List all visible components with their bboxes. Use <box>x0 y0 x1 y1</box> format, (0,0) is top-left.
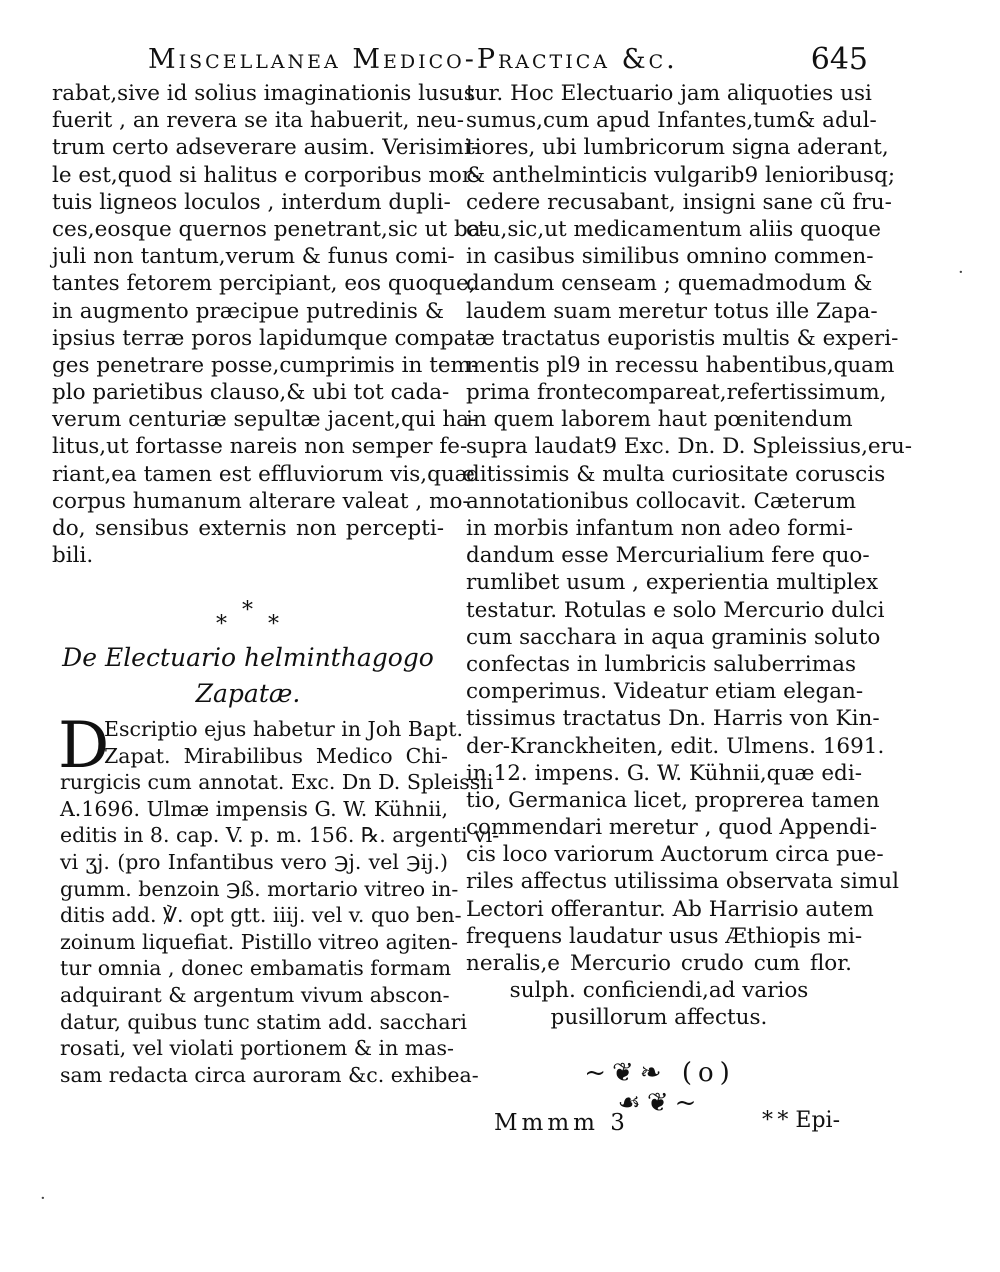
text-line: plo parietibus clauso,& ubi tot cada- <box>52 380 450 406</box>
text-line: ces,eosque quernos penetrant,sic ut ba- <box>52 216 488 242</box>
text-line: zoinum liquefiat. Pistillo vitreo agiten- <box>60 929 458 954</box>
text-line: frequens laudatur usus Æthiopis mi- <box>466 923 863 949</box>
speck-mark: · <box>958 262 964 283</box>
text-line: pusillorum affectus. <box>550 1005 768 1031</box>
running-head-title: Miscellanea Medico-Practica &c. <box>148 44 678 75</box>
asterisk: * <box>242 598 253 623</box>
text-line: adquirant & argentum vivum abscon- <box>60 982 450 1007</box>
signature-mark: Mmmm 3 <box>494 1110 629 1136</box>
heading-line: Zapatæ. <box>195 679 301 708</box>
text-line: ditis add. ℣. opt gtt. iiij. vel v. quo ben- <box>60 903 462 928</box>
speck-mark: · <box>40 1188 46 1209</box>
asterisk: * <box>268 612 279 637</box>
text-line: editis in 8. cap. V. p. m. 156. ℞. argenti vi- <box>60 823 500 848</box>
text-line: cedere recusabant, insigni sane cũ fru- <box>466 189 892 215</box>
text-line: A.1696. Ulmæ impensis G. W. Kühnii, <box>60 796 448 821</box>
text-line: tantes fetorem percipiant, eos quoque, <box>52 271 476 297</box>
text-line: sulph. conficiendi,ad varios <box>509 978 809 1004</box>
printer-ornament: ~❦❧ (o) ☙❦~ <box>584 1058 736 1118</box>
text-line: der-Kranckheiten, edit. Ulmens. 1691. <box>466 733 885 759</box>
text-line: tuis ligneos loculos , interdum dupli- <box>52 189 451 215</box>
text-line: rosati, vel violati portionem & in mas- <box>60 1036 454 1061</box>
text-line: ctu,sic,ut medicamentum aliis quoque <box>466 216 881 242</box>
page-number: 645 <box>810 42 868 77</box>
text-line: ipsius terræ poros lapidumque compa- <box>52 325 474 351</box>
section-break-asterisks <box>200 598 300 638</box>
text-line: Zapat. Mirabilibus Medico Chi- <box>104 743 448 768</box>
catchword: * * Epi- <box>762 1108 840 1133</box>
text-line: trum certo adseverare ausim. Verisimi- <box>52 135 479 161</box>
left-column-text <box>52 80 488 569</box>
text-line: Lectori offerantur. Ab Harrisio autem <box>466 896 874 922</box>
text-line: supra laudat9 Exc. Dn. D. Spleissius,eru- <box>466 434 913 460</box>
text-line: tur omnia , donec embamatis formam <box>60 956 452 981</box>
text-line: Escriptio ejus habetur in Joh Bapt. <box>104 717 463 741</box>
section-heading <box>52 640 444 712</box>
description-paragraph <box>58 709 500 1088</box>
text-line: fuerit , an revera se ita habuerit, neu- <box>52 108 465 134</box>
text-line: prima frontecompareat,refertissimum, <box>466 380 887 406</box>
text-line: datur, quibus tunc statim add. sacchari <box>60 1009 467 1034</box>
text-line: verum centuriæ sepultæ jacent,qui ha- <box>52 407 477 433</box>
drop-capital: D <box>58 709 110 783</box>
text-line: in morbis infantum non adeo formi- <box>466 516 853 541</box>
text-line: tiores, ubi lumbricorum signa aderant, <box>466 135 889 161</box>
asterisk: * <box>216 612 227 637</box>
text-line: tæ tractatus euporistis multis & experi- <box>466 325 899 351</box>
text-line: bili. <box>52 543 94 569</box>
text-line: in augmento præcipue putredinis & <box>52 298 444 324</box>
text-line: laudem suam meretur totus ille Zapa- <box>466 298 878 324</box>
text-line: juli non tantum,verum & funus comi- <box>52 244 455 270</box>
text-line: dandum esse Mercurialium fere quo- <box>466 543 870 569</box>
text-line: rabat,sive id solius imaginationis lusus <box>52 81 475 106</box>
text-line: tur. Hoc Electuario jam aliquoties usi <box>466 81 872 106</box>
heading-line: De Electuario helminthagogo <box>62 643 434 672</box>
text-line: confectas in lumbricis saluberrimas <box>466 651 856 677</box>
text-line: mentis pl9 in recessu habentibus,quam <box>466 352 895 378</box>
right-column-text <box>466 80 913 1032</box>
running-head <box>148 40 868 80</box>
text-line: sam redacta circa auroram &c. exhibea- <box>60 1062 479 1087</box>
text-line: cum sacchara in aqua graminis soluto <box>466 624 881 650</box>
text-line: cis loco variorum Auctorum circa pue- <box>466 842 884 868</box>
text-line: ges penetrare posse,cumprimis in tem- <box>52 352 479 378</box>
text-line: rurgicis cum annotat. Exc. Dn D. Spleissii <box>60 770 494 795</box>
text-line: gumm. benzoin ℈ß. mortario vitreo in- <box>60 876 459 901</box>
text-line: in 12. impens. G. W. Kühnii,quæ edi- <box>466 760 862 786</box>
text-line: ditissimis & multa curiositate coruscis <box>466 461 886 487</box>
text-line: testatur. Rotulas e solo Mercurio dulci <box>466 597 885 623</box>
text-line: do, sensibus externis non percepti- <box>52 516 444 541</box>
text-line: le est,quod si halitus e corporibus mor- <box>52 162 480 188</box>
text-line: annotationibus collocavit. Cæterum <box>466 488 856 514</box>
text-line: tissimus tractatus Dn. Harris von Kin- <box>466 706 880 732</box>
text-line: vi ʒj. (pro Infantibus vero ℈j. vel ℈ij.) <box>60 849 448 874</box>
text-line: neralis,e Mercurio crudo cum flor. <box>466 951 852 976</box>
text-line: comperimus. Videatur etiam elegan- <box>466 679 864 705</box>
text-line: commendari meretur , quod Appendi- <box>466 815 877 841</box>
text-line: corpus humanum alterare valeat , mo- <box>52 488 470 514</box>
text-line: in quem laborem haut pœnitendum <box>466 407 853 433</box>
text-line: riles affectus utilissima observata simul <box>466 869 899 895</box>
text-line: rumlibet usum , experientia multiplex <box>466 570 879 596</box>
text-line: riant,ea tamen est effluviorum vis,quæ <box>52 461 475 487</box>
text-line: tio, Germanica licet, proprerea tamen <box>466 787 880 813</box>
text-line: dandum censeam ; quemadmodum & <box>466 271 873 297</box>
text-line: sumus,cum apud Infantes,tum& adul- <box>466 108 877 134</box>
text-line: litus,ut fortasse nareis non semper fe- <box>52 434 468 460</box>
text-line: & anthelminticis vulgarib9 lenioribusq; <box>466 162 896 188</box>
text-line: in casibus similibus omnino commen- <box>466 244 874 270</box>
